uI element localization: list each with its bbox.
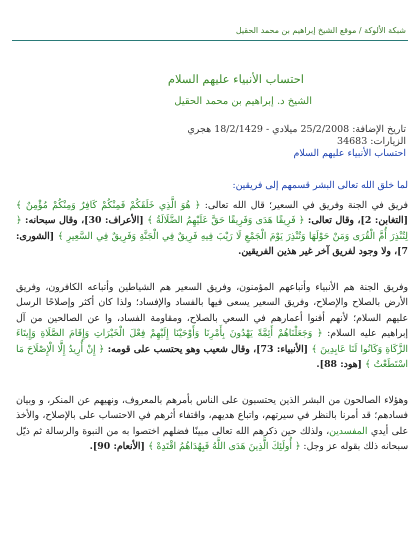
paragraph-3 xyxy=(16,393,408,455)
quran-verse: المفسدين xyxy=(329,425,368,437)
verse-reference: [الأنبياء: 73]، وقال شعيب وهو يحتسب على قومه: xyxy=(104,343,312,355)
article-author-link[interactable]: الشيخ د. إبراهيم بن محمد الحقيل xyxy=(174,96,312,107)
intro-paragraph: لما خلق الله تعالى البشر قسمهم إلى فريقين: xyxy=(232,180,408,191)
article-title: احتساب الأنبياء عليهم السلام xyxy=(167,72,304,86)
quran-verse: ﴿ هُوَ الَّذِي خَلَقَكُمْ فَمِنْكُمْ كَافِرٌ وَمِنْكُمْ مُؤْمِنٌ ﴾ xyxy=(16,199,201,211)
quran-verse: ﴿ فَرِيقًا هَدَى وَفَرِيقًا حَقَّ عَلَيْهِمُ الضَّلَالَةُ ﴾ xyxy=(147,215,305,226)
body-text: وهؤلاء الصالحون من البشر الذين يحتسبون على الناس بأمرهم بالمعروف، ونهيهم عن المنكر، و وبيان فسادهم؛ قد أمرنا بالنظر في سيرتهم، واتباع هديهم، واقتفاء أثرهم في الاحتساب على بالإصلاح، والأخذ على أيدي xyxy=(16,394,408,437)
verse-reference: [الأنعام: 90]. xyxy=(89,441,149,452)
header-divider xyxy=(12,40,408,41)
verse-reference: [التغابن: 2]، وقال تعالى: xyxy=(304,215,408,226)
body-text: ، ولذلك حين ذكرهم الله تعالى مبينًا فضلهم اختصوا به من النبوة والرسالة ثم ذيّل سبحانه ذلك بقوله عز وجل: xyxy=(16,425,408,452)
body-text: فريق في الجنة وفريق في السعير؛ قال الله تعالى: xyxy=(200,199,408,211)
paragraph-2 xyxy=(16,280,408,373)
added-date: تاريخ الإضافة: 25/2/2008 ميلادي - 18/2/1429 هجري xyxy=(187,124,406,135)
breadcrumb xyxy=(236,26,406,35)
paragraph-1 xyxy=(16,198,408,260)
quran-verse: ﴿ وَجَعَلْنَاهُمْ أَئِمَّةً يَهْدُونَ بِأَمْرِنَا وَأَوْحَيْنَا إِلَيْهِمْ فِعْلَ الْخَيْرَاتِ وَإِقَامَ الصَّلَاةِ وَإِيتَاءَ الزَّكَاةِ وَكَانُوا لَنَا عَابِدِينَ ﴾ xyxy=(16,328,408,355)
article-body xyxy=(16,178,408,475)
quran-verse: ﴿ إِنْ أُرِيدُ إِلَّا الْإِصْلَاحَ مَا اسْتَطَعْتُ ﴾ xyxy=(16,343,408,370)
body-text: وفريق الجنة هم الأنبياء وأتباعهم المؤمنون، وفريق السعير هم الشياطين وأتباعه الكافرون، وفريق الأرض بالصلاح والإصلاح، وفريق السعير يسعى فيها بالفساد والإفساد؛ ولذا كان أكثر وإصلاحًا الرسل عليهم السلام؛ لأنهم أفنوا أعمارهم في السعي بالصلاح، ومقاومة الفساد، وا عن الصالحين من آل إبراهيم عليه السلام: xyxy=(16,281,408,339)
article-subtitle: احتساب الأنبياء عليهم السلام xyxy=(293,148,406,159)
visits-count: الزيارات: 34683 xyxy=(337,136,406,147)
breadcrumb-separator: / xyxy=(356,26,365,35)
top-bar xyxy=(0,0,420,22)
breadcrumb-section-link[interactable]: موقع الشيخ إبراهيم بن محمد الحقيل xyxy=(235,26,357,35)
quran-verse: ﴿ أُولَئِكَ الَّذِينَ هَدَى اللَّهُ فَبِهُدَاهُمُ اقْتَدِهْ ﴾ xyxy=(148,441,301,452)
verse-reference: [الأعراف: 30]، وقال سبحانه: xyxy=(21,215,148,226)
verse-reference: [هود: 88]. xyxy=(316,359,366,370)
verse-reference: [الشورى: 7]، ولا وجود لفريق آخر غير هذين الفريقين. xyxy=(16,230,408,257)
breadcrumb-site-link[interactable]: شبكة الألوكة xyxy=(364,26,406,35)
quran-verse: ﴿ لِتُنْذِرَ أُمَّ الْقُرَى وَمَنْ حَوْلَهَا وَتُنْذِرَ يَوْمَ الْجَمْعِ لَا رَيْبَ فِيهِ فَرِيقٌ فِي الْجَنَّةِ وَفَرِيقٌ فِي السَّعِيرِ ﴾ xyxy=(16,215,408,242)
